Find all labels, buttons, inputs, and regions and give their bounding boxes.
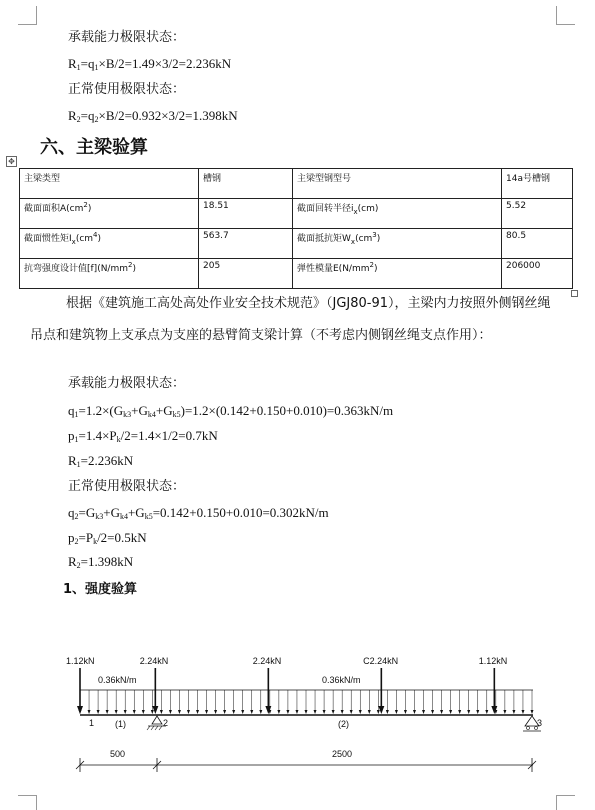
q2-formula: $q_2=G_{k3}+G_{k4}+G_{k5}=0.142+0.150+0.010=0.302kN/m$ <box>68 505 329 521</box>
beam-load-diagram <box>0 640 595 810</box>
udl-arrow-head <box>350 710 353 714</box>
udl-arrow-head <box>531 710 534 714</box>
udl-arrow-head <box>196 710 199 714</box>
udl-arrow-head <box>476 710 479 714</box>
udl-arrow-head <box>332 710 335 714</box>
table-cell: 主梁型钢型号 <box>293 169 502 199</box>
r1-formula: $R_1=q_1\times B/2=1.49\times 3/2=2.236kN$ <box>68 56 232 72</box>
crop-mark-top-right-horizontal <box>556 24 575 25</box>
table-cell: 80.5 <box>502 229 573 259</box>
udl-arrow-head <box>404 710 407 714</box>
table-row <box>20 259 573 289</box>
table-cell: 主梁类型 <box>20 169 199 199</box>
section-heading: 六、主梁验算 <box>40 137 148 158</box>
calculation-basis-paragraph: 根据《建筑施工高处高处作业安全技术规范》（JGJ80-91），主梁内力按照外侧钢丝绳吊点和建筑物上支承点为支座的悬臂简支梁计算（不考虑内侧钢丝绳支点作用）： <box>30 296 551 343</box>
table-cell: 5.52 <box>502 199 573 229</box>
udl-arrow-head <box>142 710 145 714</box>
udl-arrow-head <box>512 710 515 714</box>
q1-formula: $q_1=1.2\times(G_{k3}+G_{k4}+G_{k5})=1.2\times(0.142+0.150+0.010)=0.363kN/m$ <box>68 403 394 419</box>
udl-arrow-head <box>359 710 362 714</box>
udl-arrows <box>79 690 534 714</box>
point-load-label: 1.12kN <box>478 656 508 666</box>
udl-arrow-head <box>232 710 235 714</box>
udl-arrow-head <box>187 710 190 714</box>
udl-arrow-head <box>503 710 506 714</box>
udl-arrow-head <box>223 710 226 714</box>
table-cell: 截面面积$A(cm^2)$ <box>20 199 199 229</box>
udl-arrow-head <box>106 710 109 714</box>
table-resize-handle-icon[interactable] <box>571 290 578 297</box>
table-cell: 槽钢 <box>199 169 293 199</box>
point-load-label: 2.24kN <box>139 656 169 666</box>
udl-arrow-head <box>250 710 253 714</box>
member-label-2: (2) <box>338 719 349 729</box>
table-cell: 18.51 <box>199 199 293 229</box>
udl-arrow-head <box>467 710 470 714</box>
udl-arrow-head <box>151 710 154 714</box>
udl-arrow-head <box>241 710 244 714</box>
load-limit-state-2: 承载能力极限状态： <box>68 376 186 391</box>
point-load-arrow-head <box>77 706 83 714</box>
udl-arrow-head <box>115 710 118 714</box>
udl-arrow-head <box>178 710 181 714</box>
table-cell: 弹性模量$E(N/mm^2)$ <box>293 259 502 289</box>
udl-arrow-head <box>422 710 425 714</box>
udl-arrow-head <box>305 710 308 714</box>
r1-value: $R_1=2.236kN$ <box>68 453 134 469</box>
udl-arrow-head <box>277 710 280 714</box>
p2-formula: $p_2=P_k/2=0.5kN$ <box>68 530 147 546</box>
udl-arrow-head <box>386 710 389 714</box>
udl-arrow-head <box>377 710 380 714</box>
udl-arrow-head <box>368 710 371 714</box>
udl-arrow-head <box>395 710 398 714</box>
crop-mark-top-right-vertical <box>556 6 557 24</box>
udl-arrow-head <box>97 710 100 714</box>
udl-label-right: 0.36kN/m <box>322 675 361 685</box>
service-limit-state-1: 正常使用极限状态： <box>68 82 186 97</box>
udl-arrow-head <box>521 710 524 714</box>
udl-arrow-head <box>323 710 326 714</box>
udl-arrow-head <box>458 710 461 714</box>
udl-arrow-head <box>440 710 443 714</box>
point-loads <box>66 656 507 714</box>
udl-arrow-head <box>124 710 127 714</box>
udl-arrow-head <box>169 710 172 714</box>
crop-mark-top-left-horizontal <box>18 24 37 25</box>
p1-formula: $p_1=1.4\times P_k/2=1.4\times 1/2=0.7kN$ <box>68 428 218 444</box>
main-beam-properties-table <box>19 168 573 289</box>
point-load-label: C2.24kN <box>363 656 399 666</box>
node-label-1: 1 <box>89 718 95 728</box>
udl-label-left: 0.36kN/m <box>98 675 137 685</box>
udl-arrow-head <box>88 710 91 714</box>
udl-arrow-head <box>205 710 208 714</box>
udl-arrow-head <box>160 710 163 714</box>
udl-arrow-head <box>133 710 136 714</box>
strength-check-heading: 1、强度验算 <box>63 582 138 597</box>
udl-arrow-head <box>341 710 344 714</box>
r2-value: $R_2=1.398kN$ <box>68 554 134 570</box>
dimension-label-500: 500 <box>110 749 126 759</box>
node-label-3: 3 <box>537 718 543 728</box>
table-row <box>20 199 573 229</box>
service-limit-state-2: 正常使用极限状态： <box>68 479 186 494</box>
udl-arrow-head <box>431 710 434 714</box>
udl-arrow-head <box>485 710 488 714</box>
udl-arrow-head <box>413 710 416 714</box>
table-cell: 截面惯性矩$I_x(cm^4)$ <box>20 229 199 259</box>
node-label-2: 2 <box>163 718 169 728</box>
point-load-label: 1.12kN <box>66 656 95 666</box>
load-limit-state-1: 承载能力极限状态： <box>68 30 186 45</box>
table-cell: 14a号槽钢 <box>502 169 573 199</box>
udl-arrow-head <box>295 710 298 714</box>
table-cell: 截面抵抗矩$W_x(cm^3)$ <box>293 229 502 259</box>
r2-formula: $R_2=q_2\times B/2=0.932\times 3/2=1.398kN$ <box>68 108 238 124</box>
table-cell: 206000 <box>502 259 573 289</box>
table-cell: 563.7 <box>199 229 293 259</box>
udl-arrow-head <box>286 710 289 714</box>
member-label-1: (1) <box>115 719 126 729</box>
table-move-handle-icon[interactable]: ✥ <box>6 156 17 167</box>
table-cell: 205 <box>199 259 293 289</box>
dimension-label-2500: 2500 <box>332 749 353 759</box>
table-cell: 截面回转半径$i_x(cm)$ <box>293 199 502 229</box>
table-row <box>20 169 573 199</box>
table-row <box>20 229 573 259</box>
udl-arrow-head <box>259 710 262 714</box>
udl-arrow-head <box>314 710 317 714</box>
crop-mark-top-left-vertical <box>36 6 37 24</box>
udl-arrow-head <box>449 710 452 714</box>
udl-arrow-head <box>214 710 217 714</box>
table-cell: 抗弯强度设计值$[f](N/mm^2)$ <box>20 259 199 289</box>
point-load-label: 2.24kN <box>252 656 282 666</box>
